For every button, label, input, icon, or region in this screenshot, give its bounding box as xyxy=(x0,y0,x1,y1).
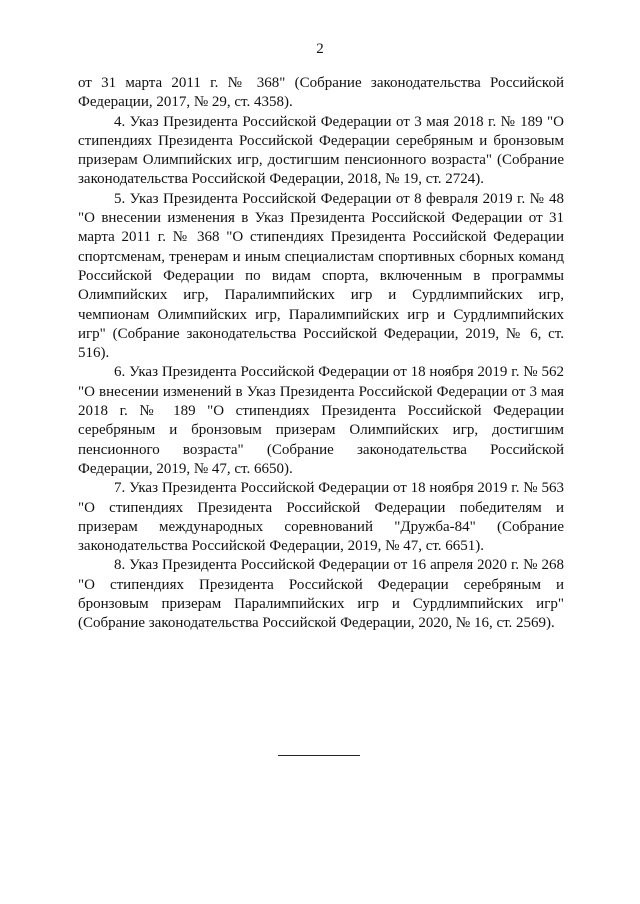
paragraph-item-6: 6. Указ Президента Российской Федерации от 18 ноября 2019 г. № 562 "О внесении изменений в Указ Президента Российской Федерации от 3 мая 2018 г. № 189 "О стипендиях Президента Российской Федерации серебряным и бронзовым призерам Олимпийских игр, достигшим пенсионного возраста" (Собрание законодательства Российской Федерации, 2019, № 47, ст. 6650). xyxy=(78,364,564,477)
paragraph-continuation: от 31 марта 2011 г. № 368" (Собрание законодательства Российской Федерации, 2017, № 29, ст. 4358). xyxy=(78,75,564,111)
paragraph-item-7: 7. Указ Президента Российской Федерации от 18 ноября 2019 г. № 563 "О стипендиях Президента Российской Федерации победителям и призерам международных соревнований "Дружба-84" (Собрание законодательства Российской Федерации, 2019, № 47, ст. 6651). xyxy=(78,480,564,555)
closing-divider-line xyxy=(278,755,360,756)
paragraph-item-8: 8. Указ Президента Российской Федерации от 16 апреля 2020 г. № 268 "О стипендиях Президента Российской Федерации серебряным и бронзовым призерам Паралимпийских игр и Сурдлимпийских игр" (Собрание законодательства Российской Федерации, 2020, № 16, ст. 2569). xyxy=(78,557,564,632)
document-body xyxy=(78,74,564,634)
page-number: 2 xyxy=(316,41,324,57)
paragraph-item-4: 4. Указ Президента Российской Федерации от 3 мая 2018 г. № 189 "О стипендиях Президента Российской Федерации серебряным и бронзовым призерам Олимпийских игр, достигшим пенсионного возраста" (Собрание законодательства Российской Федерации, 2018, № 19, ст. 2724). xyxy=(78,113,564,188)
paragraph-item-5: 5. Указ Президента Российской Федерации от 8 февраля 2019 г. № 48 "О внесении изменения в Указ Президента Российской Федерации от 31 марта 2011 г. № 368 "О стипендиях Президента Российской Федерации спортсменам, тренерам и иным специалистам спортивных сборных команд Российской Федерации по видам спорта, включенным в программы Олимпийских игр, Паралимпийских игр и Сурдлимпийских игр, чемпионам Олимпийских игр, Паралимпийских игр и Сурдлимпийских игр" (Собрание законодательства Российской Федерации, 2019, № 6, ст. 516). xyxy=(78,190,564,362)
